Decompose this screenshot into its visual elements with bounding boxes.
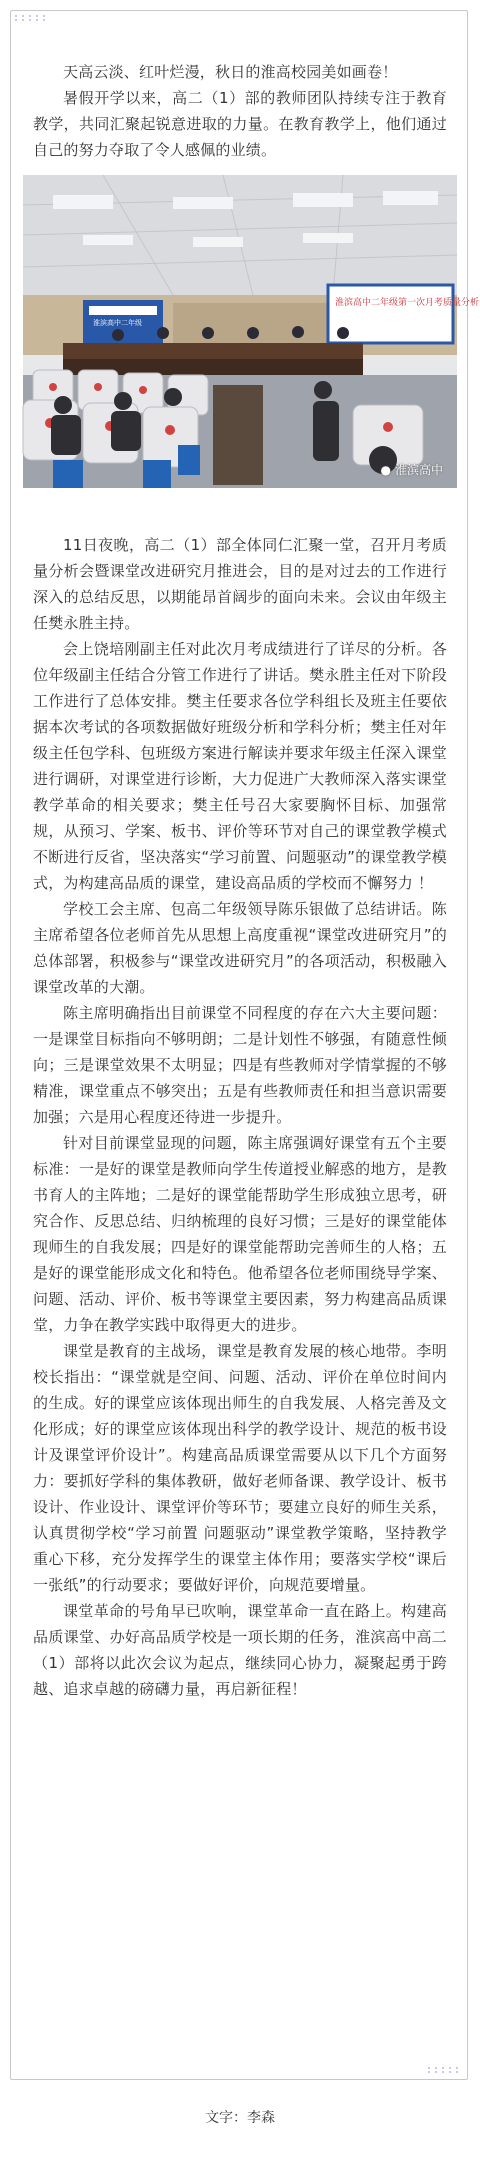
corner-dots-decoration <box>428 2067 461 2073</box>
corner-dots-decoration <box>15 15 48 21</box>
body-paragraph: 针对目前课堂显现的问题，陈主席强调好课堂有五个主要标准：一是好的课堂是教师向学生传道授业解惑的地方，是教书育人的主阵地；二是好的课堂能帮助学生形成独立思考，研究合作、反思总结、归纳梳理的良好习惯；三是好的课堂能体现师生的自我发展；四是好的课堂能帮助完善师生的人格；五是好的课堂能形成文化和特色。他希望各位老师围绕导学案、问题、活动、评价、板书等课堂主要因素，努力构建高品质课堂，力争在教学实践中取得更大的进步。 <box>33 1134 447 1334</box>
body-paragraph: 学校工会主席、包高二年级领导陈乐银做了总结讲话。陈主席希望各位老师首先从思想上高度重视“课堂改进研究月”的总体部署，积极参与“课堂改进研究月”的各项活动，积极融入课堂改革的大潮。 <box>33 900 447 996</box>
intro-paragraph: 天高云淡、红叶烂漫，秋日的淮高校园美如画卷！ <box>63 63 398 81</box>
article-content <box>33 59 480 1702</box>
wechat-icon: ● <box>380 462 391 477</box>
body-paragraph: 课堂是教育的主战场，课堂是教育发展的核心地带。李明校长指出：“课堂就是空间、问题、活动、评价在单位时间内的生成。好的课堂应该体现出师生的自我发展、人格完善及文化形成；好的课堂应该体现出科学的教学设计、规范的板书设计及课堂评价设计”。构建高品质课堂需要从以下几个方面努力：要抓好学科的集体教研，做好老师备课、教学设计、板书设计、作业设计、课堂评价等环节；要建立良好的师生关系，认真贯彻学校“学习前置 问题驱动”课堂教学策略，坚持教学重心下移，充分发挥学生的课堂主体作用；要落实学校“课后一张纸”的行动要求；要做好评价，向规范要增量。 <box>33 1342 447 1594</box>
banner-right-text: 淮滨高中二年级第一次月考质量分析 <box>335 298 480 308</box>
meeting-photo <box>23 175 480 488</box>
intro-paragraph: 暑假开学以来，高二（1）部的教师团队持续专注于教育教学，共同汇聚起锐意进取的力量。在教育教学上，他们通过自己的努力夺取了令人感佩的业绩。 <box>33 89 447 159</box>
body-paragraph: 会上饶培刚副主任对此次月考成绩进行了详尽的分析。各位年级副主任结合分管工作进行了讲话。樊永胜主任对下阶段工作进行了总体安排。樊主任要求各位学科组长及班主任要依据本次考试的各项数据做好班级分析和学科分析；樊主任对年级主任包学科、包班级方案进行解读并要求年级主任深入课堂进行调研，对课堂进行诊断，大力促进广大教师深入落实课堂教学革命的相关要求；樊主任号召大家要胸怀目标、加强常规，从预习、学案、板书、评价等环节对自己的课堂教学模式不断进行反省，坚决落实“学习前置、问题驱动”的课堂教学模式，为构建高品质的课堂，建设高品质的学校而不懈努力 ！ <box>33 640 447 892</box>
author-credit: 文字：李森 <box>205 2110 275 2126</box>
body-paragraph: 课堂革命的号角早已吹响，课堂革命一直在路上。构建高品质课堂、办好高品质学校是一项长期的任务，淮滨高中高二（1）部将以此次会议为起点，继续同心协力，凝聚起勇于跨越、追求卓越的磅礴力量，再启新征程！ <box>33 1602 447 1698</box>
watermark <box>381 461 444 478</box>
body-paragraph: 陈主席明确指出目前课堂不同程度的存在六大主要问题：一是课堂目标指向不够明朗；二是计划性不够强，有随意性倾向；三是课堂效果不太明显；四是有些教师对学情掌握的不够精准，课堂重点不够突出；五是有些教师责任和担当意识需要加强；六是用心程度还待进一步提升。 <box>33 1004 447 1126</box>
spacer <box>33 488 447 532</box>
banner-left-text: 淮滨高中二年级 <box>93 319 142 327</box>
article-card <box>10 10 480 2080</box>
body-paragraph: 11日夜晚，高二（1）部全体同仁汇聚一堂，召开月考质量分析会暨课堂改进研究月推进会，目的是对过去的工作进行深入的总结反思，以期能昂首阔步的面向未来。会议由年级主任樊永胜主持。 <box>33 536 447 632</box>
watermark-label: 淮滨高中 <box>394 463 443 477</box>
